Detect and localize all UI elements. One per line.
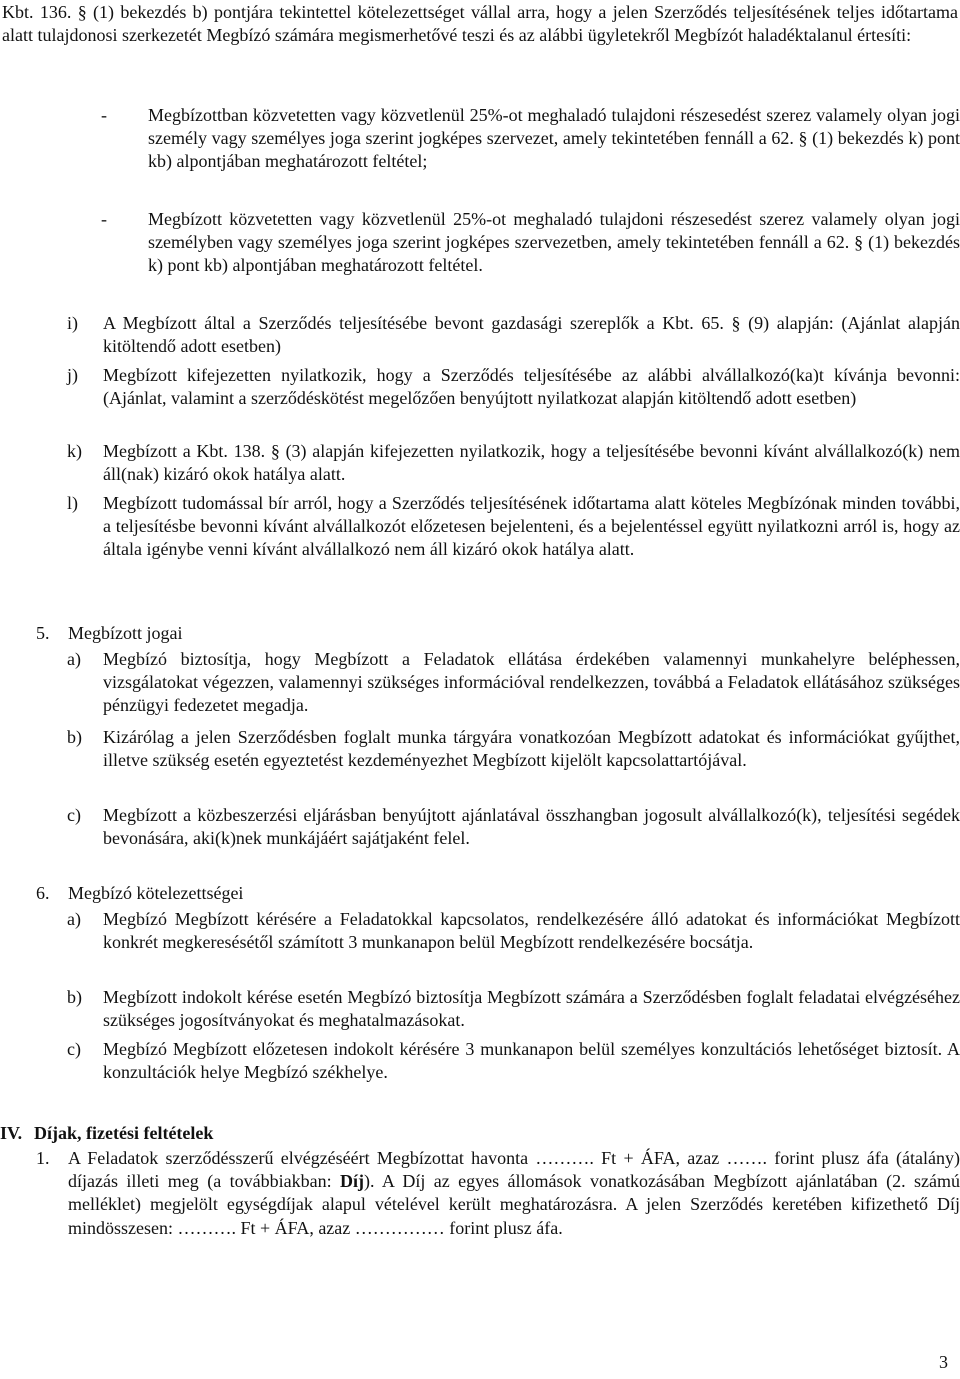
section-number: 5.: [36, 623, 50, 643]
list-item-text: Megbízott közvetetten vagy közvetlenül 25%-ot meghaladó tulajdoni részesedést szerez valamely olyan jogi személyben vagy személyes joga szerint jogképes szervezetben, amely tekintetében fennáll a 62. § (1) bekezdés k) pont kb) alpontjában meghatározott feltétel.: [148, 209, 960, 276]
payment-text-pre: A Feladatok szerződésszerű elvégzéséért Megbízottat havonta ………. Ft + ÁFA, azaz ……. forint plusz áfa (átalány) díjazás illeti meg (a továbbiakban:: [68, 1148, 960, 1192]
section-5-item-a: [67, 648, 960, 718]
list-item-text: Kizárólag a jelen Szerződésben foglalt munka tárgyára vonatkozóan Megbízott adatokat és információkat gyűjthet, illetve szükség esetén egyeztetést kezdeményezhet Megbízott kijelölt kapcsolattartójával.: [103, 727, 960, 771]
list-item-text: Megbízott a Kbt. 138. § (3) alapján kifejezetten nyilatkozik, hogy a teljesítésébe bevonni kívánt alvállalkozó(k) nem áll(nak) kizáró okok hatálya alatt.: [103, 441, 960, 485]
section-number: IV.: [0, 1123, 23, 1143]
item-marker: a): [67, 649, 81, 669]
section-6-item-a: [67, 908, 960, 954]
item-marker: b): [67, 727, 82, 747]
list-item-text: Megbízott indokolt kérése esetén Megbízó biztosítja Megbízott számára a Szerződésben foglalt feladatai elvégzéséhez szükséges jogosítványokat és meghatalmazásokat.: [103, 987, 960, 1031]
intro-paragraph: Kbt. 136. § (1) bekezdés b) pontjára tekintettel kötelezettséget vállal arra, hogy a jelen Szerződés teljesítésének teljes időtartama alatt tulajdonosi szerkezetét Megbízó számára megismerhetővé teszi és az alábbi ügyletekről Megbízót haladéktalanul értesíti:: [2, 2, 958, 46]
list-item-text: Megbízottban közvetetten vagy közvetlenül 25%-ot meghaladó tulajdoni részesedést szerez valamely olyan jogi személy vagy személyes joga szerint jogképes szervezet, amely tekintetében fennáll a 62. § (1) bekezdés k) pont kb) alpontjában meghatározott feltétel;: [148, 105, 960, 172]
list-item-i: [67, 312, 960, 358]
list-item-text: Megbízott kifejezetten nyilatkozik, hogy a Szerződés teljesítésébe az alábbi alvállalkozó(ka)t kívánja bevonni: (Ajánlat, valamint a szerződéskötést megelőzően benyújtott nyilatkozat alapján kitöltendő adott esetben): [103, 365, 960, 409]
section-5-item-c: [67, 804, 960, 850]
list-item-text: Megbízott tudomással bír arról, hogy a Szerződés teljesítésének időtartama alatt köteles Megbízónak minden további, a teljesítésbe bevonni kívánt alvállalkozót előzetesen bejelenteni, és a bejelentéssel együtt nyilatkozni arról is, hogy az általa igénybe venni kívánt alvállalkozó nem áll kizáró okok hatálya alatt.: [103, 493, 960, 560]
item-marker: l): [67, 493, 78, 513]
section-6-item-c: [67, 1038, 960, 1084]
item-marker: j): [67, 365, 78, 385]
section-title: Díjak, fizetési feltételek: [34, 1123, 214, 1143]
item-marker: b): [67, 987, 82, 1007]
dash-marker: -: [101, 209, 107, 229]
item-marker: 1.: [36, 1148, 50, 1168]
list-item-text: A Megbízott által a Szerződés teljesítésébe bevont gazdasági szereplők a Kbt. 65. § (9) alapján: (Ajánlat alapján kitöltendő adott esetben): [103, 313, 960, 357]
list-item-l: [67, 492, 960, 562]
item-marker: c): [67, 805, 81, 825]
section-number: 6.: [36, 883, 50, 903]
section-iv-heading: [0, 1122, 500, 1145]
list-item-dash-2: [101, 208, 960, 278]
section-5-item-b: [67, 726, 960, 772]
payment-item-1: [36, 1147, 960, 1240]
page-number: 3: [939, 1352, 948, 1372]
section-title: Megbízott jogai: [68, 623, 183, 643]
dash-marker: -: [101, 105, 107, 125]
item-marker: k): [67, 441, 82, 461]
section-title: Megbízó kötelezettségei: [68, 883, 244, 903]
list-item-k: [67, 440, 960, 486]
list-item-j: [67, 364, 960, 410]
list-item-text: Megbízó Megbízott előzetesen indokolt kérésére 3 munkanapon belül személyes konzultációs lehetőséget biztosít. A konzultációk helye Megbízó székhelye.: [103, 1039, 960, 1083]
section-5-heading: [36, 622, 336, 645]
list-item-text: Megbízó Megbízott kérésére a Feladatokkal kapcsolatos, rendelkezésére álló adatokat és információkat Megbízott konkrét megkeresésétől számított 3 munkanapon belül Megbízott rendelkezésére bocsátja.: [103, 909, 960, 953]
payment-text-post: ). A Díj az egyes állomások vonatkozásában Megbízott ajánlatában (2. számú melléklet) megjelölt egységdíjak alapul vételével került meghatározásra. A jelen Szerződés keretében kifizethető Díj mindösszesen: ………. Ft + ÁFA, azaz …………… forint plusz áfa.: [68, 1171, 960, 1238]
list-item-text: Megbízott a közbeszerzési eljárásban benyújtott ajánlatával összhangban jogosult alvállalkozó(k), teljesítési segédek bevonására, aki(k)nek munkájáért sajátjaként felel.: [103, 805, 960, 849]
list-item-dash-1: [101, 104, 960, 174]
item-marker: a): [67, 909, 81, 929]
payment-text: [68, 1147, 960, 1240]
section-6-item-b: [67, 986, 960, 1032]
list-item-text: Megbízó biztosítja, hogy Megbízott a Feladatok ellátása érdekében valamennyi munkahelyre beléphessen, vizsgálatokat végezzen, valamennyi szükséges információval rendelkezzen, továbbá a Feladatok ellátásához szükséges pénzügyi fedezetet megadja.: [103, 649, 960, 716]
payment-fee-term: Díj: [340, 1171, 364, 1192]
item-marker: i): [67, 313, 78, 333]
item-marker: c): [67, 1039, 81, 1059]
section-6-heading: [36, 882, 336, 905]
